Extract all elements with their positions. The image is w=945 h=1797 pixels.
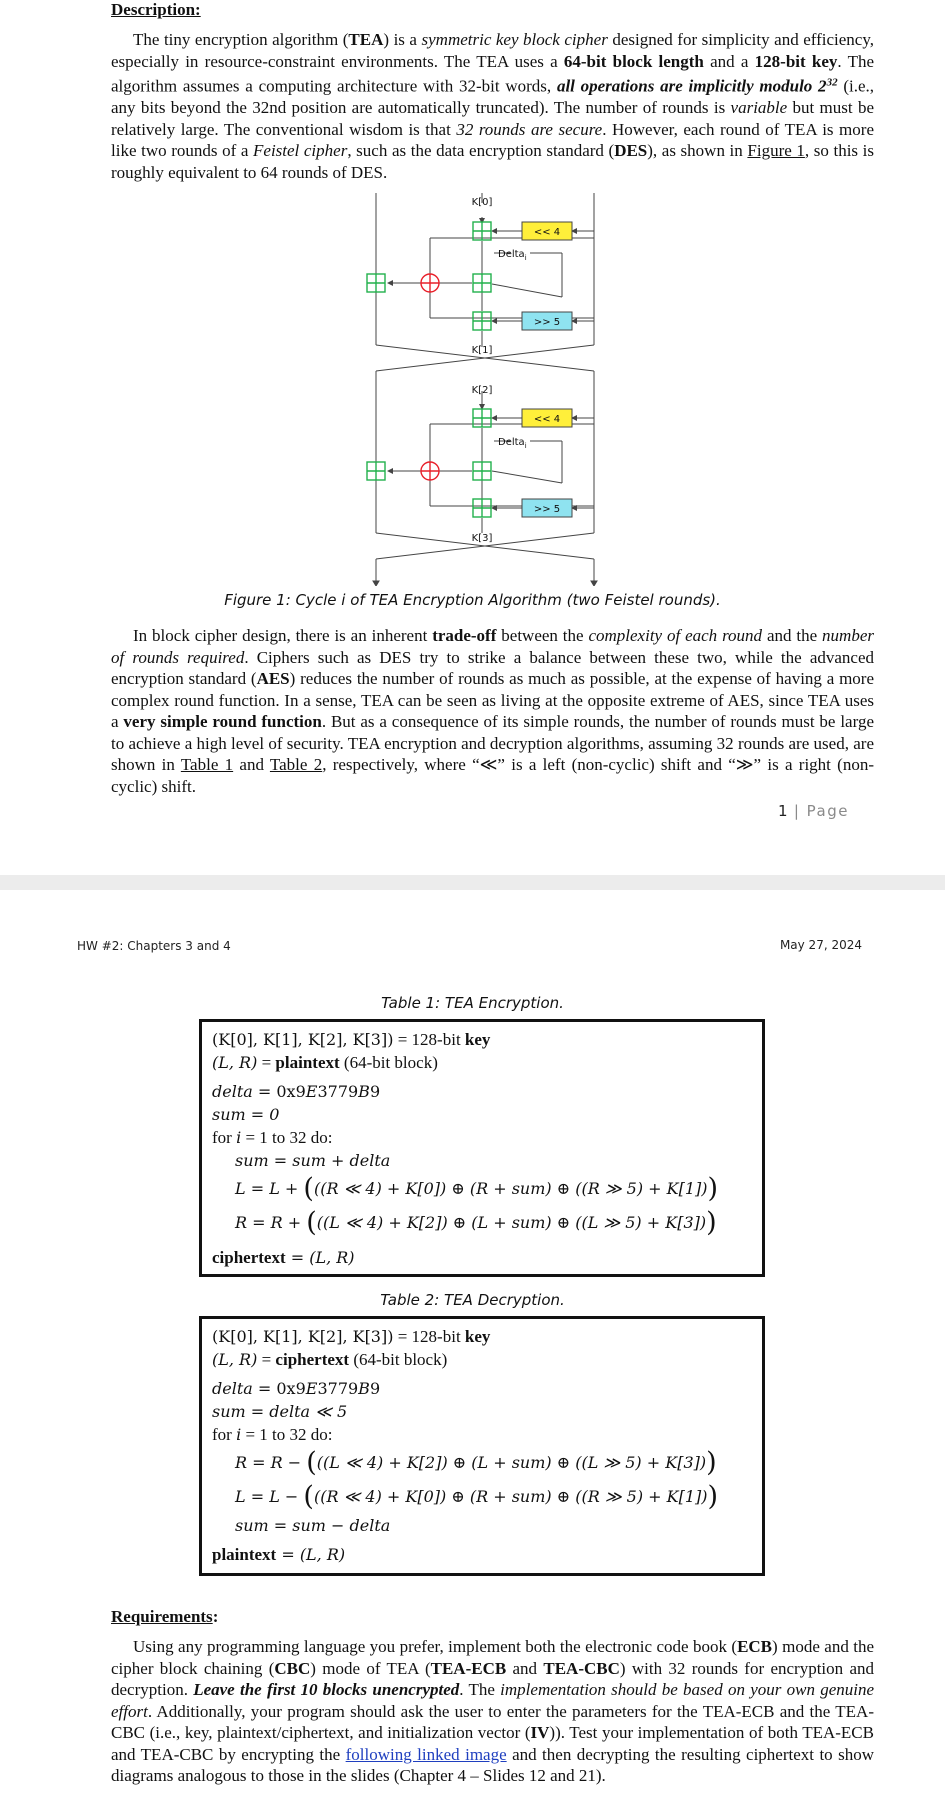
linked-image-link[interactable]: following linked image bbox=[345, 1744, 507, 1764]
shift-left-label-2: << 4 bbox=[533, 414, 561, 425]
figure-1-link[interactable]: Figure 1 bbox=[747, 141, 805, 161]
k2-label: K[2] bbox=[471, 385, 493, 396]
t2-sum-init: sum = delta ≪ 5 bbox=[212, 1402, 348, 1421]
t2-key-line: (K[0], K[1], K[2], K[3]) = 128-bit key bbox=[212, 1327, 491, 1346]
tea-cycle-diagram bbox=[340, 193, 640, 586]
page-2 bbox=[0, 890, 945, 1797]
t1-delta-line: delta = 0x9E3779B9 bbox=[212, 1082, 381, 1101]
page-number: 1 | Page bbox=[778, 802, 849, 820]
paragraph-intro: The tiny encryption algorithm (TEA) is a symmetric key block cipher designed for simplicity and efficiency, especially in resource-constraint environments. The TEA uses a 64-bit block length and a 128-bit key. The algorithm assumes a computing architecture with 32-bit words, all operations are implicitly modulo $2^{32}$ (i.e., any bits beyond the 32nd position are automatically truncated). The number of rounds is variable but must be relatively large. The conventional wisdom is that 32 rounds are secure. However, each round of TEA is more like two rounds of a Feistel cipher, such as the data encryption standard (DES), as shown in Figure 1, so this is roughly equivalent to 64 rounds of DES. bbox=[111, 30, 874, 182]
header-left: HW #2: Chapters 3 and 4 bbox=[77, 939, 231, 953]
table-2-link[interactable]: Table 2 bbox=[269, 755, 323, 774]
table-1-caption: Table 1: TEA Encryption. bbox=[381, 994, 564, 1012]
t2-sum-update: sum = sum − delta bbox=[235, 1516, 391, 1535]
k1-label: K[1] bbox=[471, 345, 493, 356]
table-1-encryption bbox=[199, 1019, 765, 1277]
t2-loop-line: for i = 1 to 32 do: bbox=[212, 1425, 333, 1444]
delta-label-1: Delta$_i$ bbox=[498, 249, 527, 262]
t2-output-line: plaintext = (L, R) bbox=[212, 1545, 346, 1564]
t2-l-update: L = L − (((R ≪ 4) + K[0]) ⊕ (R + sum) ⊕ ((R ≫ 5) + K[1])) bbox=[235, 1481, 719, 1512]
paragraph-requirements: Using any programming language you prefer, implement both the electronic code book (ECB) mode and the cipher block chaining (CBC) mode of TEA (TEA-ECB and TEA-CBC) with 32 rounds for encryption and decryption. Leave the first 10 blocks unencrypted. The implementation should be based on your own genuine effort. Additionally, your program should ask the user to enter the parameters for the TEA-ECB and the TEA-CBC (i.e., key, plaintext/ciphertext, and initialization vector (IV)). Test your implementation of both TEA-ECB and TEA-CBC by encrypting the following linked image and then decrypting the resulting ciphertext to show diagrams analogous to those in the slides (Chapter 4 – Slides 12 and 21). bbox=[111, 1637, 875, 1785]
t1-l-update: L = L + (((R ≪ 4) + K[0]) ⊕ (R + sum) ⊕ ((R ≫ 5) + K[1])) bbox=[235, 1173, 719, 1204]
header-right: May 27, 2024 bbox=[779, 938, 862, 952]
shift-right-label-2: >> 5 bbox=[533, 504, 561, 515]
figure-1-caption: Figure 1: Cycle i of TEA Encryption Algorithm (two Feistel rounds). bbox=[224, 591, 721, 609]
shift-left-label-1: << 4 bbox=[533, 227, 561, 238]
t1-sum-init: sum = 0 bbox=[212, 1105, 280, 1124]
k3-label: K[3] bbox=[471, 533, 493, 544]
table-2-caption: Table 2: TEA Decryption. bbox=[380, 1291, 565, 1309]
t2-r-update: R = R − (((L ≪ 4) + K[2]) ⊕ (L + sum) ⊕ ((L ≫ 5) + K[3])) bbox=[235, 1447, 717, 1478]
t1-key-line: (K[0], K[1], K[2], K[3]) = 128-bit key bbox=[212, 1030, 491, 1049]
k0-label: K[0] bbox=[471, 197, 493, 208]
table-1-link[interactable]: Table 1 bbox=[180, 755, 234, 774]
round-1-operations bbox=[367, 197, 572, 356]
delta-label-2: Delta$_i$ bbox=[498, 437, 527, 450]
t1-sum-update: sum = sum + delta bbox=[235, 1151, 391, 1170]
t2-delta-line: delta = 0x9E3779B9 bbox=[212, 1379, 381, 1398]
round-2-operations bbox=[367, 385, 572, 544]
t1-output-line: ciphertext = (L, R) bbox=[212, 1248, 355, 1267]
t1-loop-line: for i = 1 to 32 do: bbox=[212, 1128, 333, 1147]
table-2-decryption bbox=[199, 1316, 765, 1576]
t2-ciphertext-line: (L, R) = ciphertext (64-bit block) bbox=[212, 1350, 448, 1369]
t1-r-update: R = R + (((L ≪ 4) + K[2]) ⊕ (L + sum) ⊕ ((L ≫ 5) + K[3])) bbox=[235, 1207, 717, 1238]
t1-plaintext-line: (L, R) = plaintext (64-bit block) bbox=[212, 1053, 438, 1072]
description-heading: Description: bbox=[111, 0, 201, 19]
requirements-heading: Requirements: bbox=[111, 1607, 219, 1626]
page-1 bbox=[0, 0, 945, 875]
paragraph-tradeoff: In block cipher design, there is an inherent trade-off between the complexity of each round and the number of rounds required. Ciphers such as DES try to strike a balance between these two, while the advanced encryption standard (AES) reduces the number of rounds as much as possible, at the expense of having a more complex round function. In a sense, TEA can be seen as living at the opposite extreme of AES, since TEA uses a very simple round function. But as a consequence of its simple rounds, the number of rounds must be large to achieve a high level of security. TEA encryption and decryption algorithms, assuming 32 rounds are used, are shown in Table 1 and Table 2, respectively, where “≪” is a left (non-cyclic) shift and “≫” is a right (non-cyclic) shift. bbox=[111, 626, 875, 796]
shift-right-label-1: >> 5 bbox=[533, 317, 561, 328]
